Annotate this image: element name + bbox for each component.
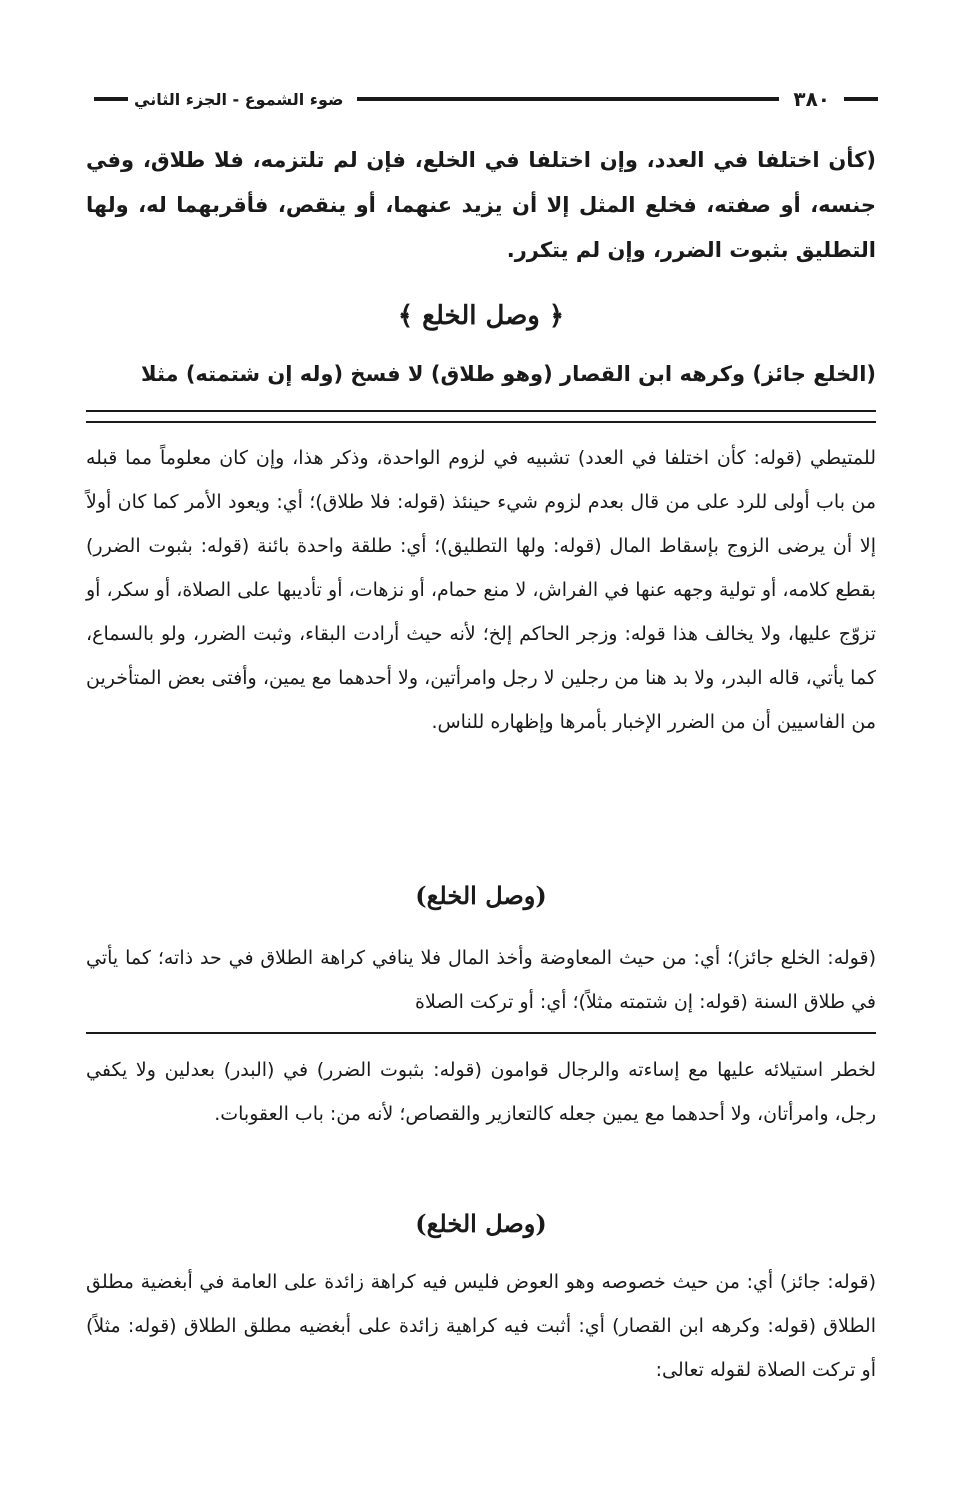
header-dash-end	[94, 97, 128, 101]
commentary-paragraph-2: (قوله: الخلع جائز)؛ أي: من حيث المعاوضة وأخذ المال فلا ينافي كراهة الطلاق في حد ذاته؛ كما يأتي في طلاق السنة (قوله: إن شتمته مثلاً)؛ أي: أو تركت الصلاة	[86, 947, 876, 1013]
main-text-paragraph: (كأن اختلفا في العدد، وإن اختلفا في الخلع، فإن لم تلتزمه، فلا طلاق، وفي جنسه، أو صفته، فخلع المثل إلا أن يزيد عنهما، أو ينقص، فأقربهما له، ولها التطليق بثبوت الضرر، وإن لم يتكرر.	[86, 148, 876, 262]
book-title: ضوء الشموع - الجزء الثاني	[134, 89, 344, 109]
main-section-heading: ﴿ وصل الخلع ﴾	[397, 301, 565, 331]
header-dash	[844, 97, 878, 101]
footnote-section-heading: (وصل الخلع)	[415, 1209, 547, 1238]
page-number: ٣٨٠	[793, 87, 830, 111]
double-divider	[86, 410, 876, 423]
footnote-divider	[86, 1032, 876, 1034]
footnote-paragraph-2: (قوله: جائز) أي: من حيث خصوصه وهو العوض فليس فيه كراهة زائدة على العامة في أبغضية مطلق الطلاق (قوله: وكرهه ابن القصار) أي: أثبت فيه كراهية زائدة على أبغضيه مطلق الطلاق (قوله: مثلاً) أو تركت الصلاة لقوله تعالى:	[86, 1271, 876, 1381]
commentary-paragraph-1: للمتيطي (قوله: كأن اختلفا في العدد) تشبيه في لزوم الواحدة، وذكر هذا، وإن كان معلوماً مما قبله من باب أولى للرد على من قال بعدم لزوم شيء حينئذ (قوله: فلا طلاق)؛ أي: ويعود الأمر كما كان أولاً إلا أن يرضى الزوج بإسقاط المال (قوله: ولها التطليق)؛ أي: طلقة واحدة بائنة (قوله: بثبوت الضرر) بقطع كلامه، أو تولية وجهه عنها في الفراش، لا منع حمام، أو نزهات، أو تأديبها على الصلاة، أو سكر، أو تزوّج عليها، ولا يخالف هذا قوله: وزجر الحاكم إلخ؛ لأنه حيث أرادت البقاء، وثبت الضرر، ولو بالسماع، كما يأتي، قاله البدر، ولا بد هنا من رجلين لا رجل وامرأتين، ولا أحدهما مع يمين، وأفتى بعض المتأخرين من الفاسيين أن من الضرر الإخبار بأمرها وإظهاره للناس.	[86, 447, 876, 733]
header-rule	[357, 97, 779, 101]
main-text-line: (الخلع جائز) وكرهه ابن القصار (وهو طلاق) لا فسخ (وله إن شتمته) مثلا	[141, 362, 876, 386]
commentary-section-heading: (وصل الخلع)	[415, 881, 547, 910]
footnote-paragraph-1: لخطر استيلائه عليها مع إساءته والرجال قوامون (قوله: بثبوت الضرر) في (البدر) بعدلين ولا يكفي رجل، وامرأتان، ولا أحدهما مع يمين جعله كالتعازير والقصاص؛ لأنه من: باب العقوبات.	[86, 1059, 876, 1125]
page-header	[86, 84, 878, 114]
